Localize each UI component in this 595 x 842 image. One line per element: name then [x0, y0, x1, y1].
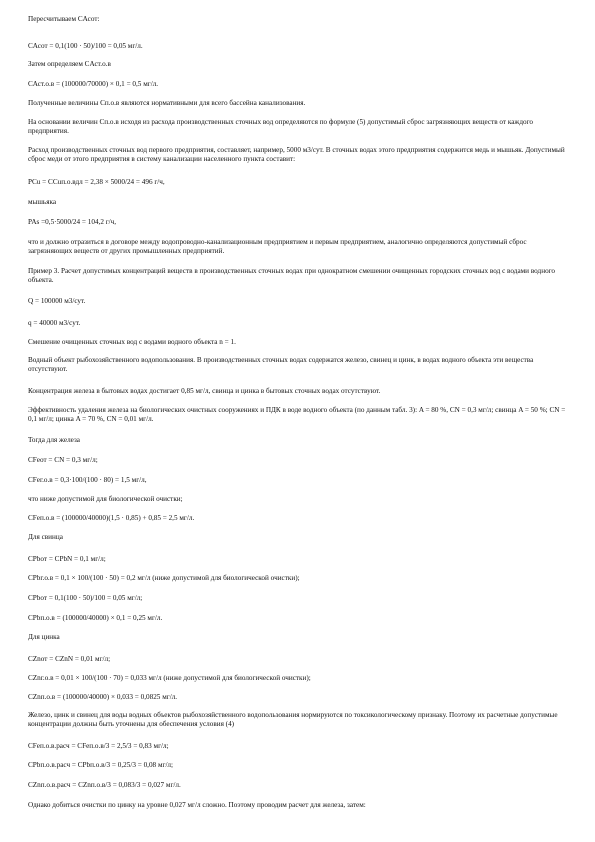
- text-paragraph: Расход производственных сточных вод первого предприятия, составляет, например, 5000 м3/сут. В сточных водах этого предприятия содержится медь и мышьяк. Допустимый сброс меди от этого предприятия в систему канализации населенного пункта составит:: [28, 146, 565, 163]
- text-paragraph: Железо, цинк и свинец для воды водных объектов рыбохозяйственного водопользования нормируются по токсикологическому признаку. Поэтому их расчетные допустимые концентрации должны быть уточнены для обеспечения условия (4): [28, 711, 558, 728]
- text-line: Пересчитываем CАсот:: [28, 15, 100, 23]
- text-line: Для свинца: [28, 533, 63, 541]
- formula-line: Q = 100000 м3/сут.: [28, 297, 86, 305]
- formula-line: CFeот = CN = 0,3 мг/л;: [28, 456, 98, 464]
- text-paragraph: что и должно отразиться в договоре между водопроводно-канализационным предприятием и первым предприятием, аналогично определяются допустимый сброс загрязняющих веществ от других промышленных предприятий.: [28, 238, 527, 255]
- text-paragraph: Водный объект рыбохозяйственного водопользования. В производственных сточных водах содержатся железо, свинец и цинк, в водах водного объекта эти вещества отсутствуют.: [28, 356, 534, 373]
- text-line: Смешение очищенных сточных вод с водами водного объекта n = 1.: [28, 338, 236, 346]
- formula-line: CFeп.о.в = (100000/40000)(1,5 · 0,85) + 0,85 = 2,5 мг/л.: [28, 514, 195, 522]
- formula-line: PAs =0,5·5000/24 = 104,2 г/ч,: [28, 218, 117, 226]
- text-line: Тогда для железа: [28, 436, 80, 444]
- formula-line: CZnп.о.в.расч = CZnп.о.в/3 = 0,083/3 = 0,027 мг/л.: [28, 781, 181, 789]
- formula-line: CPbп.о.в = (100000/40000) × 0,1 = 0,25 мг/л.: [28, 614, 163, 622]
- text-line: Однако добиться очистки по цинку на уровне 0,027 мг/л сложно. Поэтому проводим расчет для железа, затем:: [28, 801, 366, 809]
- formula-line: PCu = CCuп.о.вдл = 2,38 × 5000/24 = 496 г/ч,: [28, 178, 165, 186]
- formula-line: CFeп.о.в.расч = CFeп.о.в/3 = 2,5/3 = 0,83 мг/л;: [28, 742, 169, 750]
- text-paragraph: На основании величин Cп.о.в исходя из расхода производственных сточных вод определяются по формуле (5) допустимый сброс загрязняющих веществ от каждого предприятия.: [28, 118, 533, 135]
- text-line: Для цинка: [28, 633, 60, 641]
- text-line: CАст.о.в = (100000/70000) × 0,1 = 0,5 мг/л.: [28, 80, 159, 88]
- formula-line: CPbг.о.в = 0,1 × 100/(100 · 50) = 0,2 мг/л (ниже допустимой для биологической очистки);: [28, 574, 300, 582]
- formula-line: CFeг.о.в = 0,3·100/(100 · 80) = 1,5 мг/л,: [28, 476, 147, 484]
- formula-line: CPbп.о.в.расч = CPbп.о.в/3 = 0,25/3 = 0,08 мг/л;: [28, 761, 174, 769]
- text-line: мышьяка: [28, 198, 57, 206]
- text-line: Затем определяем CАст.о.в: [28, 60, 111, 68]
- formula-line: CPbот = CPbN = 0,1 мг/л;: [28, 555, 106, 563]
- text-paragraph: Пример 3. Расчет допустимых концентраций веществ в производственных сточных водах при однократном смешении очищенных городских сточных вод с водами водного объекта.: [28, 267, 556, 284]
- formula-line: q = 40000 м3/сут.: [28, 319, 81, 327]
- formula-line: CZnп.о.в = (100000/40000) × 0,033 = 0,0825 мг/л.: [28, 693, 178, 701]
- formula-line: CZnот = CZnN = 0,01 мг/л;: [28, 655, 111, 663]
- text-paragraph: Эффективность удаления железа на биологических очистных сооружениях и ПДК в воде водного объекта (по данным табл. 3): A = 80 %, CN = 0,3 мг/л; свинца A = 50 %; CN = 0,1 мг/л; цинка A = 70 %, CN = 0,01 мг/л.: [28, 406, 566, 423]
- formula-line: CZnг.о.в = 0,01 × 100/(100 · 70) = 0,033 мг/л (ниже допустимой для биологической очистки);: [28, 674, 311, 682]
- formula-line: CPbот = 0,1(100 · 50)/100 = 0,05 мг/л;: [28, 594, 143, 602]
- text-line: Концентрация железа в бытовых водах достигает 0,85 мг/л, свинца и цинка в бытовых сточных водах отсутствуют.: [28, 387, 381, 395]
- text-line: CАсот = 0,1(100 · 50)/100 = 0,05 мг/л.: [28, 42, 143, 50]
- text-line: Полученные величины Cп.о.в являются нормативными для всего бассейна канализования.: [28, 99, 306, 107]
- text-line: что ниже допустимой для биологической очистки;: [28, 495, 183, 503]
